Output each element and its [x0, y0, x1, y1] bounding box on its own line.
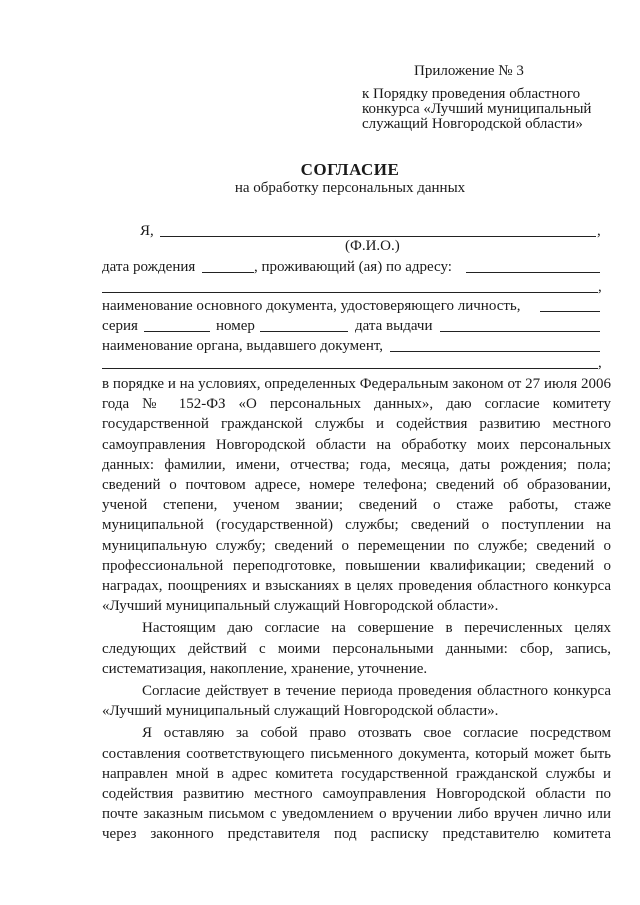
series-field[interactable] [144, 331, 210, 332]
issue-date-label: дата выдачи [355, 318, 433, 334]
number-field[interactable] [260, 331, 348, 332]
id-doc-label: наименование основного документа, удостоверяющего личность, [102, 298, 521, 314]
fio-comma: , [597, 223, 601, 239]
i-label: Я, [140, 223, 154, 239]
issuer-comma: , [598, 355, 602, 371]
number-label: номер [216, 318, 255, 334]
issue-date-field[interactable] [440, 331, 600, 332]
fio-field-line[interactable] [160, 236, 596, 237]
document-title: СОГЛАСИЕ [300, 160, 400, 179]
appendix-header [362, 64, 591, 132]
residing-label: , проживающий (ая) по адресу: [254, 259, 452, 275]
fio-hint: (Ф.И.О.) [345, 238, 400, 254]
paragraph-actions: Настоящим даю согласие на совершение в перечисленных целях следующих действий с моими персональными данными: сбор, запись, систематизация, накопление, хранение, уточнение. [102, 620, 611, 677]
id-doc-field[interactable] [540, 311, 600, 312]
paragraph-consent: в порядке и на условиях, определенных Федеральным законом от 27 июля 2006 года № 152-ФЗ «О персональных данных», даю согласие комитету государственной гражданской службы и содействия развитию местного самоуправления Новгородской области на обработку моих персональных данных: фамилии, имени, отчества; года, месяца, даты рождения; пола; сведений о почтовом адресе, номере телефона; сведений об образовании, ученой степени, ученом звании; сведений о стаже работы, стаже муниципальной (государственной) службы; сведений о поступлении на муниципальную службу; сведений о перемещении по службе; сведений о профессиональной переподготовке, повышении квалификации; сведений о наградах, поощрениях и взысканиях в целях проведения областного конкурса «Лучший муниципальный служащий Новгородской области». [102, 376, 611, 615]
address-field-1[interactable] [466, 272, 600, 273]
address-comma: , [598, 279, 602, 295]
address-field-2[interactable] [102, 292, 598, 293]
issuer-field-2[interactable] [102, 368, 598, 369]
birth-date-label: дата рождения [102, 259, 196, 275]
paragraph-revocation: Я оставляю за собой право отозвать свое согласие посредством составления соответствующего письменного документа, который может быть направлен мной в адрес комитета государственной гражданской службы и содействия развитию местного самоуправления Новгородской области по почте заказным письмом с уведомлением о вручении либо вручен лично или через законного представителя под расписку представителю комитета [102, 725, 611, 843]
document-subtitle: на обработку персональных данных [234, 180, 466, 196]
appendix-line-3: служащий Новгородской области» [362, 116, 583, 132]
series-label: серия [102, 318, 138, 334]
appendix-line-2: конкурса «Лучший муниципальный [362, 101, 592, 117]
appendix-number: Приложение № 3 [414, 63, 524, 79]
appendix-line-1: к Порядку проведения областного [362, 86, 581, 102]
birth-date-field[interactable] [202, 272, 254, 273]
paragraph-validity: Согласие действует в течение периода проведения областного конкурса «Лучший муниципальный служащий Новгородской области». [102, 683, 611, 720]
issuer-field-1[interactable] [390, 351, 600, 352]
issuer-label: наименование органа, выдавшего документ, [102, 338, 384, 354]
consent-body [102, 374, 611, 845]
